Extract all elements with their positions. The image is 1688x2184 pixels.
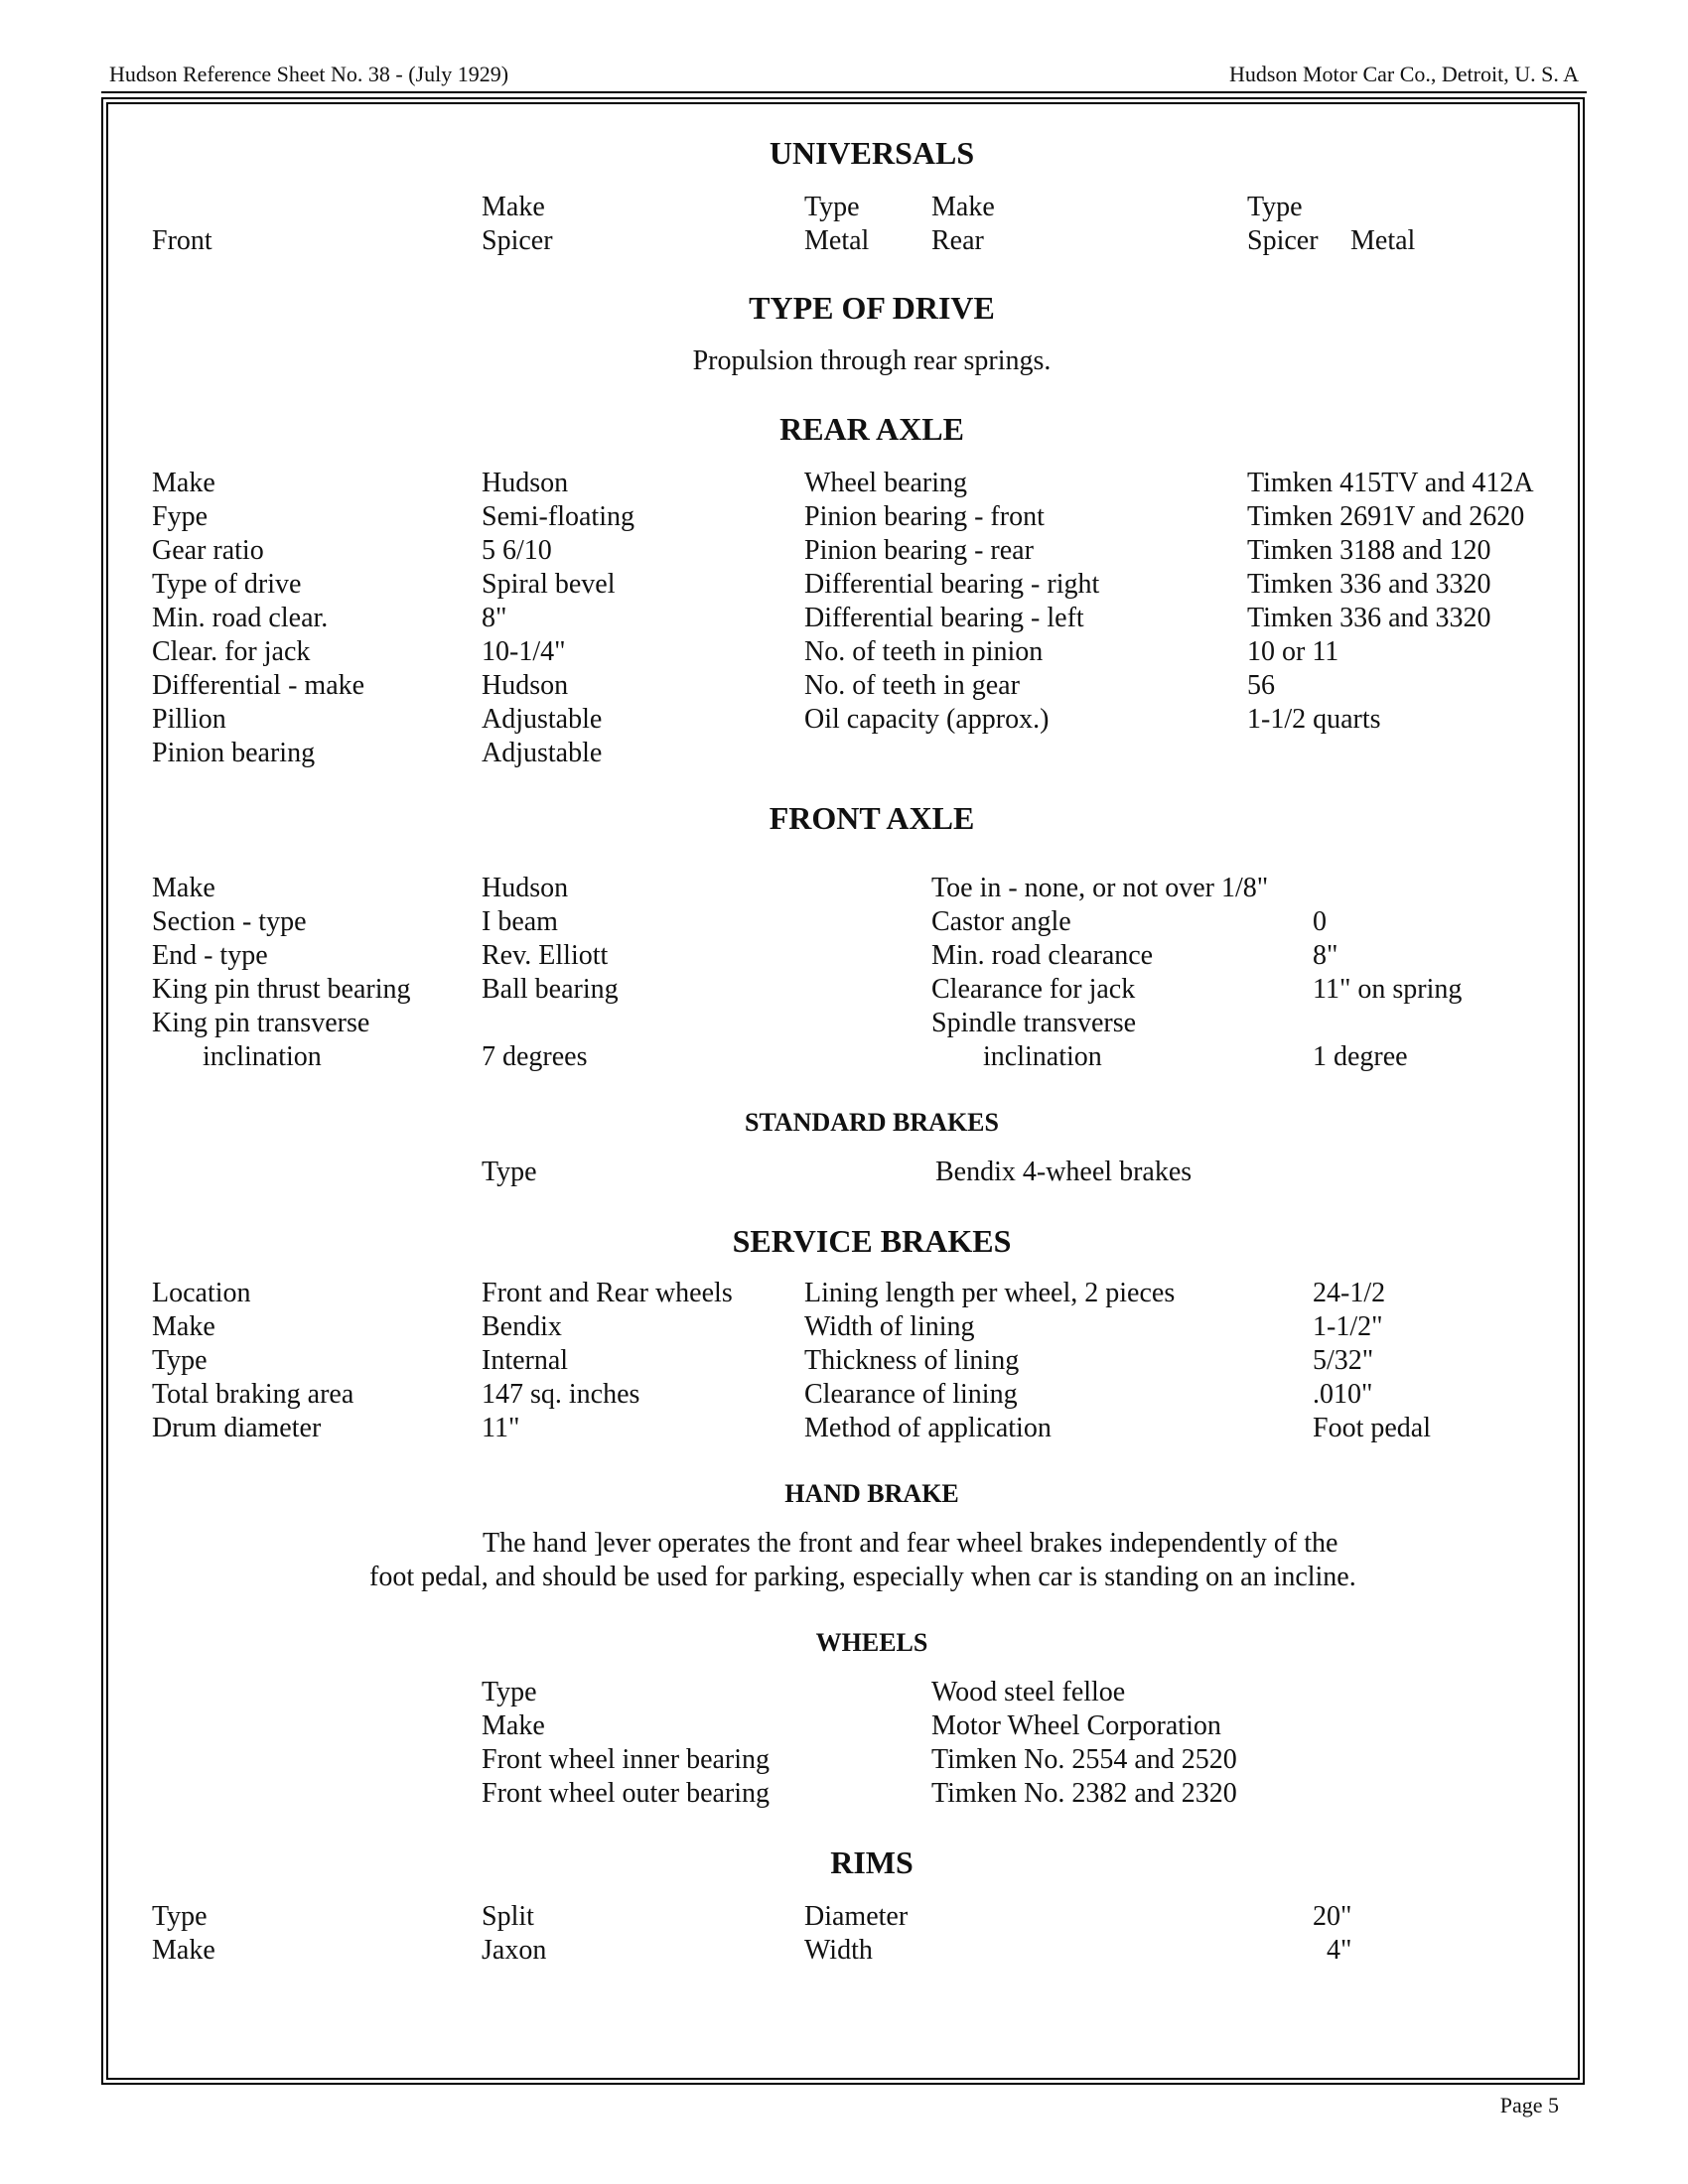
wheels-value: Motor Wheel Corporation <box>931 1710 1221 1741</box>
header-title: Hudson Reference Sheet No. 38 - (July 1929) <box>109 62 509 86</box>
universals-rear-make: Spicer <box>1247 225 1319 256</box>
rear-axle-heading: REAR AXLE <box>779 411 964 447</box>
rear-axle-label: Gear ratio <box>152 535 264 566</box>
rear-axle-label: Differential bearing - right <box>804 569 1100 600</box>
service-brakes-value: Internal <box>482 1345 569 1376</box>
front-axle-label: Clearance for jack <box>931 974 1136 1005</box>
page-number: Page 5 <box>1499 2093 1559 2117</box>
rims-heading: RIMS <box>830 1844 914 1880</box>
rear-axle-label: Make <box>152 468 215 498</box>
rear-axle-value: Hudson <box>482 468 569 498</box>
service-brakes-value: Front and Rear wheels <box>482 1278 733 1308</box>
rims-value: Jaxon <box>482 1935 547 1966</box>
universals-heading: UNIVERSALS <box>769 135 975 171</box>
rear-axle-value: 8" <box>482 603 507 633</box>
front-axle-heading: FRONT AXLE <box>769 800 975 836</box>
universals-front-make: Spicer <box>482 225 553 256</box>
rear-axle-value: Timken 2691V and 2620 <box>1247 501 1525 532</box>
rear-axle-value: Spiral bevel <box>482 569 616 600</box>
rear-axle-label: Differential - make <box>152 670 365 701</box>
rims-label: Diameter <box>804 1901 909 1932</box>
service-brakes-value: 147 sq. inches <box>482 1379 640 1410</box>
front-axle-value: Ball bearing <box>482 974 619 1005</box>
rims-value: 4" <box>1327 1935 1352 1966</box>
header-company: Hudson Motor Car Co., Detroit, U. S. A <box>1229 62 1579 86</box>
universals-rear-label: Rear <box>931 225 984 256</box>
rear-axle-value: 56 <box>1247 670 1275 701</box>
rear-axle-label: Fype <box>152 501 208 532</box>
service-brakes-value: 24-1/2 <box>1313 1278 1386 1308</box>
front-axle-label: Spindle transverse <box>931 1008 1137 1038</box>
service-brakes-value: 11" <box>482 1413 520 1443</box>
rear-axle-value: Timken 336 and 3320 <box>1247 603 1491 633</box>
service-brakes-value: 5/32" <box>1313 1345 1374 1376</box>
front-axle-label: inclination <box>203 1041 322 1072</box>
service-brakes-value: 1-1/2" <box>1313 1311 1383 1342</box>
hand-brake-heading: HAND BRAKE <box>784 1479 959 1508</box>
front-axle-label: Castor angle <box>931 906 1071 937</box>
front-axle-value: 0 <box>1313 906 1327 937</box>
rear-axle-value: Semi-floating <box>482 501 634 532</box>
hand-brake-line-2: foot pedal, and should be used for parking, especially when car is standing on an incline. <box>369 1562 1356 1592</box>
front-axle-label: King pin transverse <box>152 1008 370 1038</box>
standard-brakes-value: Bendix 4-wheel brakes <box>935 1157 1193 1187</box>
rims-label: Make <box>152 1935 215 1966</box>
service-brakes-label: Method of application <box>804 1413 1052 1443</box>
wheels-label: Make <box>482 1710 545 1741</box>
front-axle-value: Hudson <box>482 873 569 903</box>
rear-axle-value: Timken 3188 and 120 <box>1247 535 1491 566</box>
universals-col-type2: Type <box>1247 192 1303 222</box>
front-axle-value: 7 degrees <box>482 1041 588 1072</box>
rear-axle-value: Timken 336 and 3320 <box>1247 569 1491 600</box>
wheels-value: Wood steel felloe <box>931 1677 1126 1707</box>
wheels-label: Front wheel outer bearing <box>482 1778 771 1809</box>
front-axle-value: Rev. Elliott <box>482 940 609 971</box>
rims-label: Width <box>804 1935 873 1966</box>
rear-axle-label: No. of teeth in pinion <box>804 636 1044 667</box>
service-brakes-value: .010" <box>1313 1379 1373 1410</box>
wheels-value: Timken No. 2382 and 2320 <box>931 1778 1237 1809</box>
front-axle-label: Min. road clearance <box>931 940 1154 971</box>
rear-axle-value: 10 or 11 <box>1247 636 1339 667</box>
standard-brakes-heading: STANDARD BRAKES <box>745 1108 999 1137</box>
service-brakes-heading: SERVICE BRAKES <box>732 1223 1012 1259</box>
hand-brake-line-1: The hand ]ever operates the front and fear wheel brakes independently of the <box>483 1528 1338 1559</box>
page-frame <box>101 97 1585 2085</box>
wheels-value: Timken No. 2554 and 2520 <box>931 1744 1237 1775</box>
rims-value: Split <box>482 1901 534 1932</box>
universals-rear-type: Metal <box>1350 225 1416 256</box>
rear-axle-label: Clear. for jack <box>152 636 311 667</box>
rear-axle-value: Timken 415TV and 412A <box>1247 468 1534 498</box>
wheels-label: Front wheel inner bearing <box>482 1744 771 1775</box>
front-axle-label: inclination <box>983 1041 1102 1072</box>
service-brakes-value: Foot pedal <box>1313 1413 1431 1443</box>
rear-axle-value: 10-1/4" <box>482 636 566 667</box>
standard-brakes-label: Type <box>482 1157 537 1187</box>
rear-axle-label: Pinion bearing - rear <box>804 535 1034 566</box>
service-brakes-value: Bendix <box>482 1311 562 1342</box>
rear-axle-label: Pinion bearing <box>152 738 316 768</box>
drive-heading: TYPE OF DRIVE <box>749 290 995 326</box>
universals-col-make2: Make <box>931 192 995 222</box>
universals-front-label: Front <box>152 225 212 256</box>
front-axle-value: 11" on spring <box>1313 974 1463 1005</box>
front-axle-label: Toe in - none, or not over 1/8" <box>931 873 1269 903</box>
front-axle-label: Section - type <box>152 906 307 937</box>
service-brakes-label: Width of lining <box>804 1311 975 1342</box>
front-axle-value: 1 degree <box>1313 1041 1408 1072</box>
service-brakes-label: Make <box>152 1311 215 1342</box>
service-brakes-label: Total braking area <box>152 1379 354 1410</box>
front-axle-value: 8" <box>1313 940 1338 971</box>
front-axle-value: I beam <box>482 906 558 937</box>
rear-axle-value: 1-1/2 quarts <box>1247 704 1381 735</box>
service-brakes-label: Location <box>152 1278 251 1308</box>
front-axle-label: Make <box>152 873 215 903</box>
rear-axle-label: Differential bearing - left <box>804 603 1084 633</box>
universals-col-make: Make <box>482 192 545 222</box>
wheels-heading: WHEELS <box>815 1628 928 1657</box>
service-brakes-label: Type <box>152 1345 208 1376</box>
service-brakes-label: Clearance of lining <box>804 1379 1018 1410</box>
rear-axle-value: Adjustable <box>482 738 603 768</box>
rear-axle-value: Hudson <box>482 670 569 701</box>
drive-text: Propulsion through rear springs. <box>692 345 1052 376</box>
universals-col-type: Type <box>804 192 860 222</box>
rims-value: 20" <box>1313 1901 1352 1932</box>
rear-axle-label: Min. road clear. <box>152 603 329 633</box>
service-brakes-label: Thickness of lining <box>804 1345 1020 1376</box>
header-rule <box>101 91 1587 93</box>
rear-axle-label: Wheel bearing <box>804 468 968 498</box>
service-brakes-label: Lining length per wheel, 2 pieces <box>804 1278 1176 1308</box>
rear-axle-value: Adjustable <box>482 704 603 735</box>
rear-axle-label: Pillion <box>152 704 226 735</box>
universals-front-type: Metal <box>804 225 870 256</box>
front-axle-label: End - type <box>152 940 268 971</box>
wheels-label: Type <box>482 1677 537 1707</box>
front-axle-label: King pin thrust bearing <box>152 974 411 1005</box>
rear-axle-label: Pinion bearing - front <box>804 501 1045 532</box>
rear-axle-value: 5 6/10 <box>482 535 552 566</box>
rear-axle-label: No. of teeth in gear <box>804 670 1020 701</box>
rear-axle-label: Oil capacity (approx.) <box>804 704 1050 735</box>
service-brakes-label: Drum diameter <box>152 1413 322 1443</box>
rear-axle-label: Type of drive <box>152 569 302 600</box>
rims-label: Type <box>152 1901 208 1932</box>
